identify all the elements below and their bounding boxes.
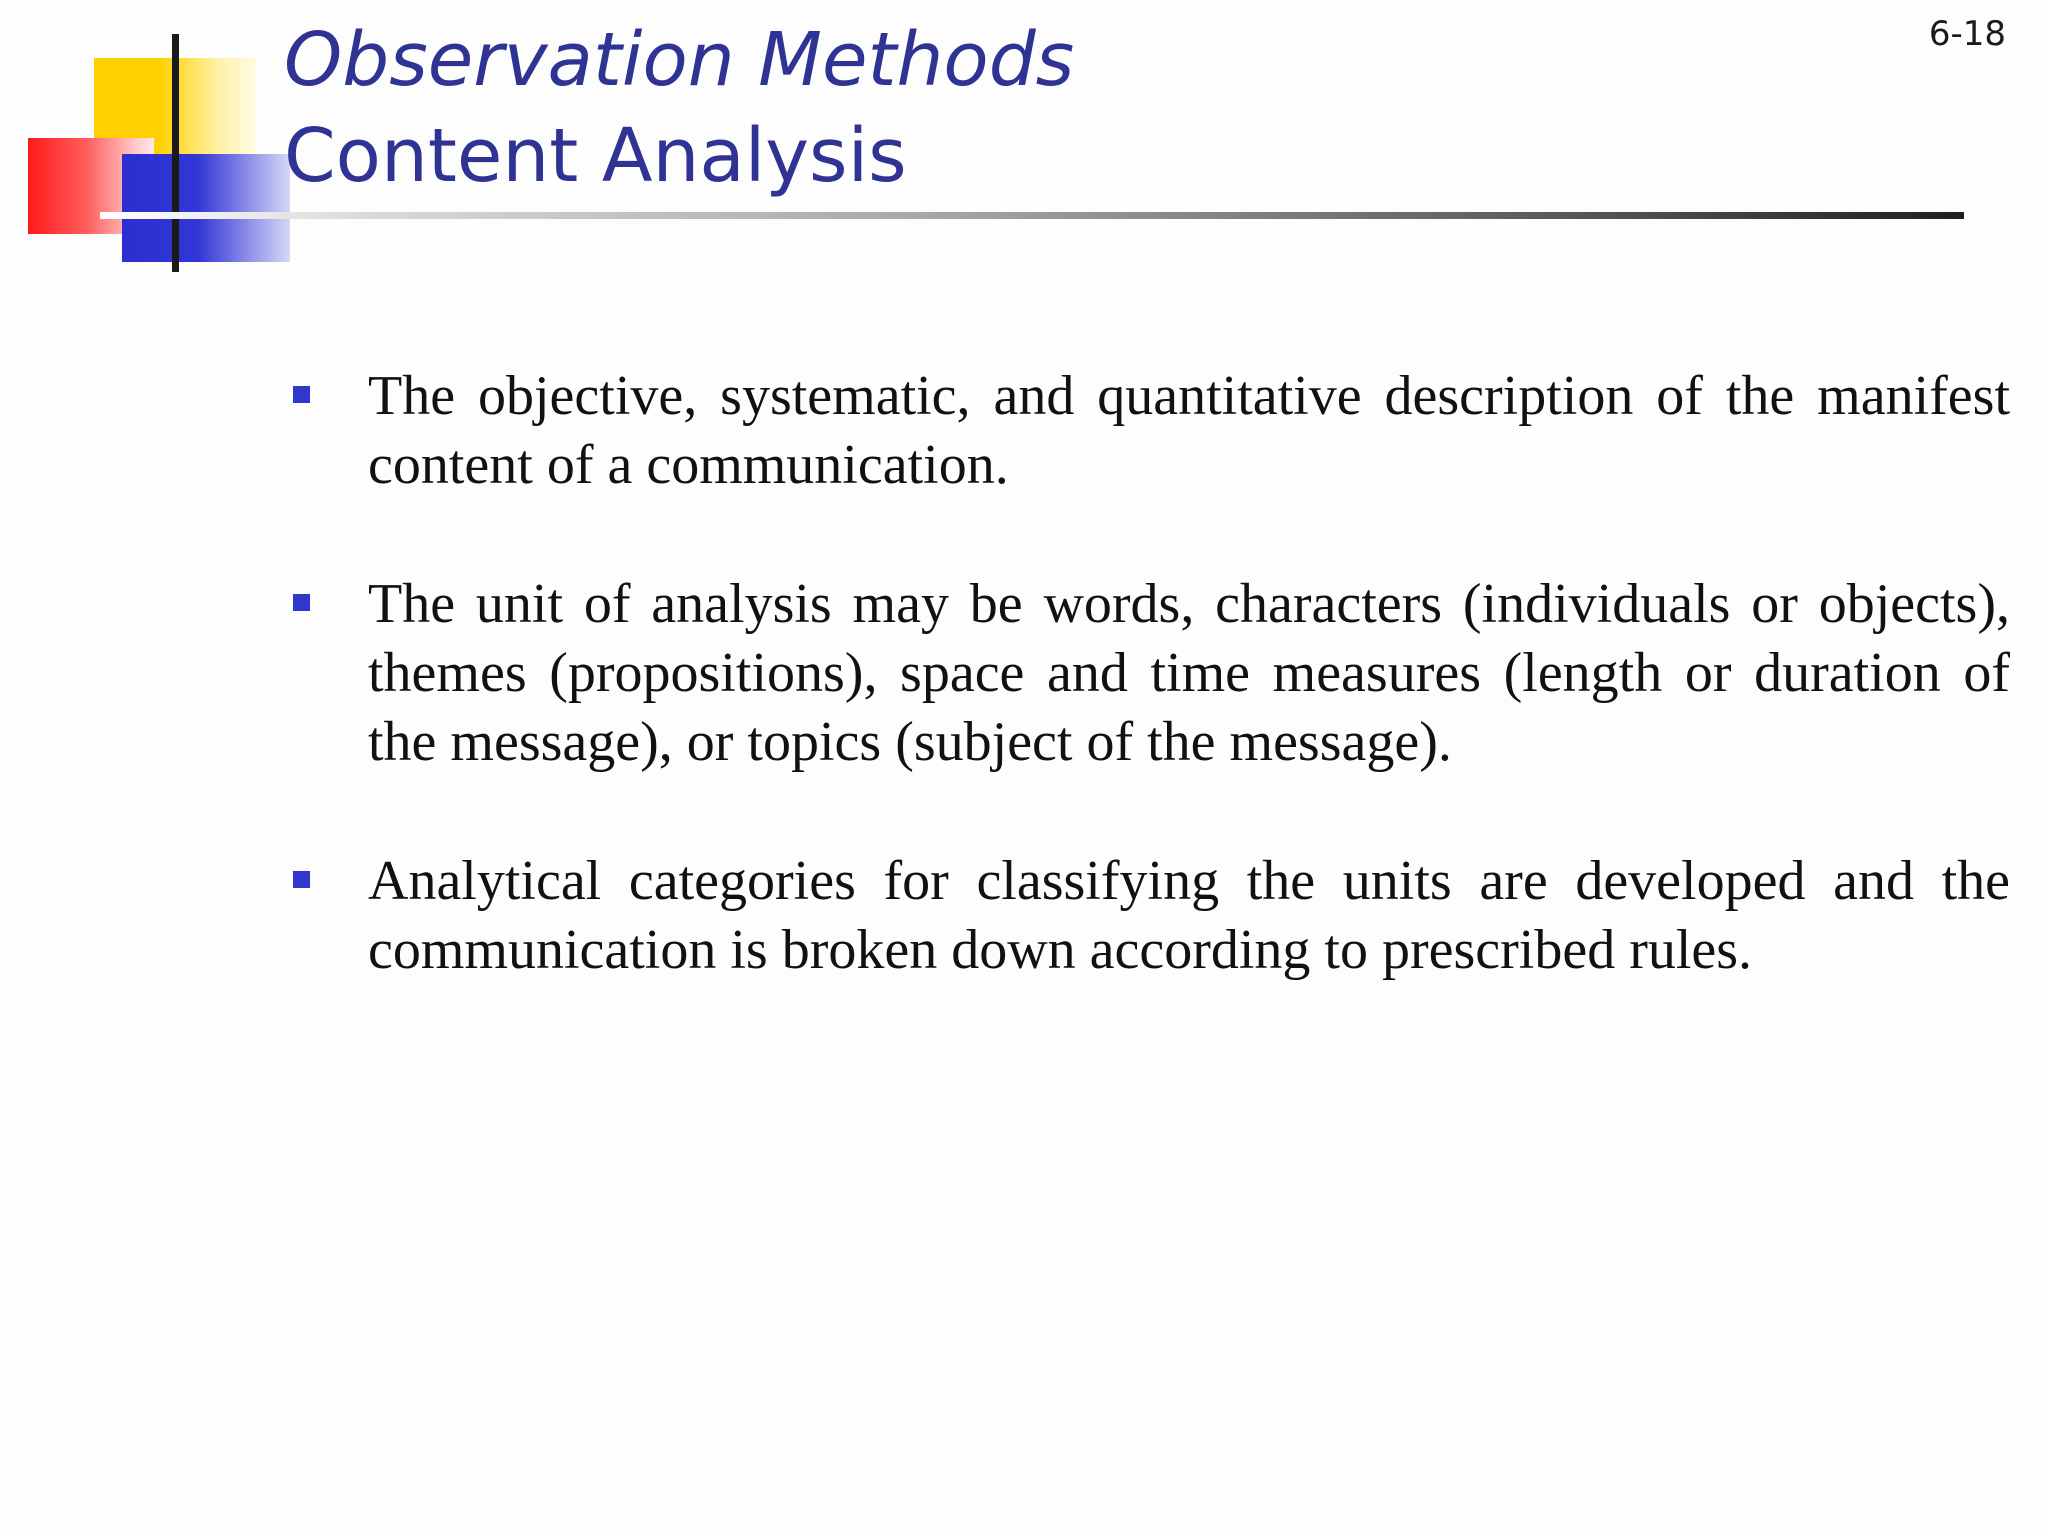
title-underline [100,212,1964,219]
square-bullet-icon [293,871,310,888]
logo-blue-square [122,154,290,262]
bullet-text: Analytical categories for classifying the units are developed and the communication is broken down according to prescribed rules. [368,850,2010,981]
bullet-text: The unit of analysis may be words, characters (individuals or objects), themes (propositions), space and time measures (length or duration of the message), or topics (subject of the message). [368,573,2010,773]
square-bullet-icon [293,386,310,403]
slide-title [284,12,1074,204]
slide-title-line2: Content Analysis [284,113,907,199]
bullet-list [290,362,2010,1055]
bullet-text: The objective, systematic, and quantitative description of the manifest content of a communication. [368,365,2010,496]
slide-title-line1: Observation Methods [284,17,1075,103]
square-bullet-icon [293,594,310,611]
slide-number: 6-18 [1928,14,2006,54]
bullet-item [290,570,2010,777]
bullet-item [290,847,2010,985]
logo-vertical-line [172,34,179,272]
bullet-item [290,362,2010,500]
